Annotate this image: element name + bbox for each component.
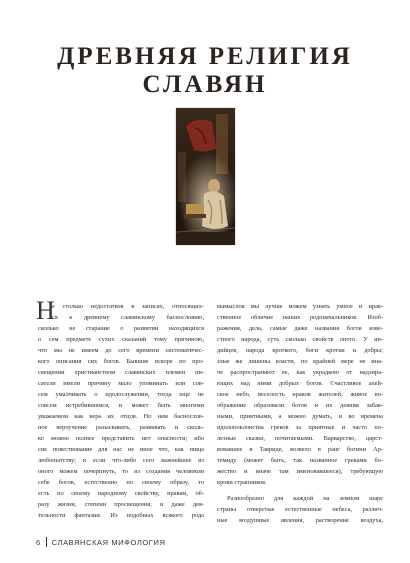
text-line: совсем истребившемся, и может быть многими <box>38 402 204 409</box>
chapter-title-line-1: ДРЕВНЯЯ РЕЛИГИЯ <box>57 43 353 70</box>
page-footer <box>36 537 165 547</box>
text-line: ными, приятными, а можно думать, и во времена <box>217 413 383 420</box>
text-line: злые же лишены власти, по крайней мере не ина- <box>217 358 383 365</box>
chapter-title-line-2: СЛАВЯН <box>142 71 268 98</box>
footer-divider <box>46 537 47 547</box>
text-line: разу жизни, степени просвещения, и даже дея- <box>38 501 204 508</box>
text-line: сатели имели причину мало упоминать или сов- <box>38 380 204 387</box>
text-line: ское небо, веселость нравов жителей, живое во- <box>217 391 383 398</box>
text-line: ственное обличие наших родоначальников. Изоб- <box>217 314 383 321</box>
text-line: уважаемом как вера их отцов. Но нам баснослов- <box>38 413 204 420</box>
text-line: себе богов, естественно по своему образу, то <box>38 479 204 486</box>
page-number: 6 <box>36 537 41 547</box>
text-line: ражения, дела, самые даже названия богов изве- <box>217 325 383 332</box>
text-line: страны отверстые естественные небеса, различ- <box>217 506 383 513</box>
text-line: е столько недостатков в записях, относящих- <box>52 303 204 310</box>
text-line: идолопоклонства греков за приятные и часто по- <box>217 424 383 431</box>
text-line: сие повествование для нас не иное что, как пища <box>38 446 204 453</box>
text-column-right <box>217 301 383 526</box>
text-line: кого описания сих богов. Бывшие вскоре по про- <box>38 358 204 365</box>
running-title: СЛАВЯНСКАЯ МИФОЛОГИЯ <box>51 537 166 547</box>
text-line: оного можем почерпнуть, то из создания человеком <box>38 468 204 475</box>
text-line: любопытству; и если что-либо сего важнейшее из <box>38 457 204 464</box>
drop-cap: Н <box>36 296 55 325</box>
text-line: вовавшее в Тавриде, возвело в ранг богини Ар- <box>217 446 383 453</box>
illustration-painting <box>176 108 235 245</box>
text-column-left <box>36 296 204 521</box>
text-line: лезные сказки, почитаемыми. Варварство, царст- <box>217 435 383 442</box>
text-line: есть по своему народному свойству, нравам, об- <box>38 490 204 497</box>
text-line: ся к древнему славянскому баснословию, <box>52 314 204 321</box>
text-line: тельности фантазии. Из подобных всякого рода <box>38 512 204 519</box>
text-line: ное вероучение разыскивать, развивать и сколь- <box>38 424 204 431</box>
text-line: жество и иначе там именовавшееся), требующую <box>217 468 383 475</box>
text-line: темиду (может быть, так названное греками бо- <box>217 457 383 464</box>
text-line: что мы не имеем до сего времени систематичес- <box>38 347 204 354</box>
painting-image <box>176 108 235 245</box>
text-line: о сем предмете сухих сказаний тому причиною, <box>38 336 204 343</box>
text-line: сем умалчивать о идолослужении, тогда еще не <box>38 391 204 398</box>
text-line: дийцев, народа кроткого, боги кротки и добры; <box>217 347 383 354</box>
text-line: вымыслов мы лучше можем узнать умное и нрав- <box>217 303 383 310</box>
text-line: ображение образовали богов и их деяния забав- <box>217 402 383 409</box>
text-line: крови странников. <box>217 479 267 486</box>
text-line: ко можно полнее представить нет опасности; ибо <box>38 435 204 442</box>
text-line: стного народа, суть сколько свойств оного. У ин- <box>217 336 383 343</box>
text-line: Разнообразно для каждой на земном шаре <box>227 495 383 502</box>
text-line: ющих над ними добрых богов. Счастливое ахей- <box>217 380 383 387</box>
text-line: свещении христианством славянских племен пи- <box>38 369 204 376</box>
text-line: сколько не старание о развитии находящихся <box>38 325 204 332</box>
text-line: ные воздушные явления, растворение воздуха, <box>217 517 383 524</box>
text-line: че распространяют ее, как украдкою от надзира- <box>217 369 383 376</box>
